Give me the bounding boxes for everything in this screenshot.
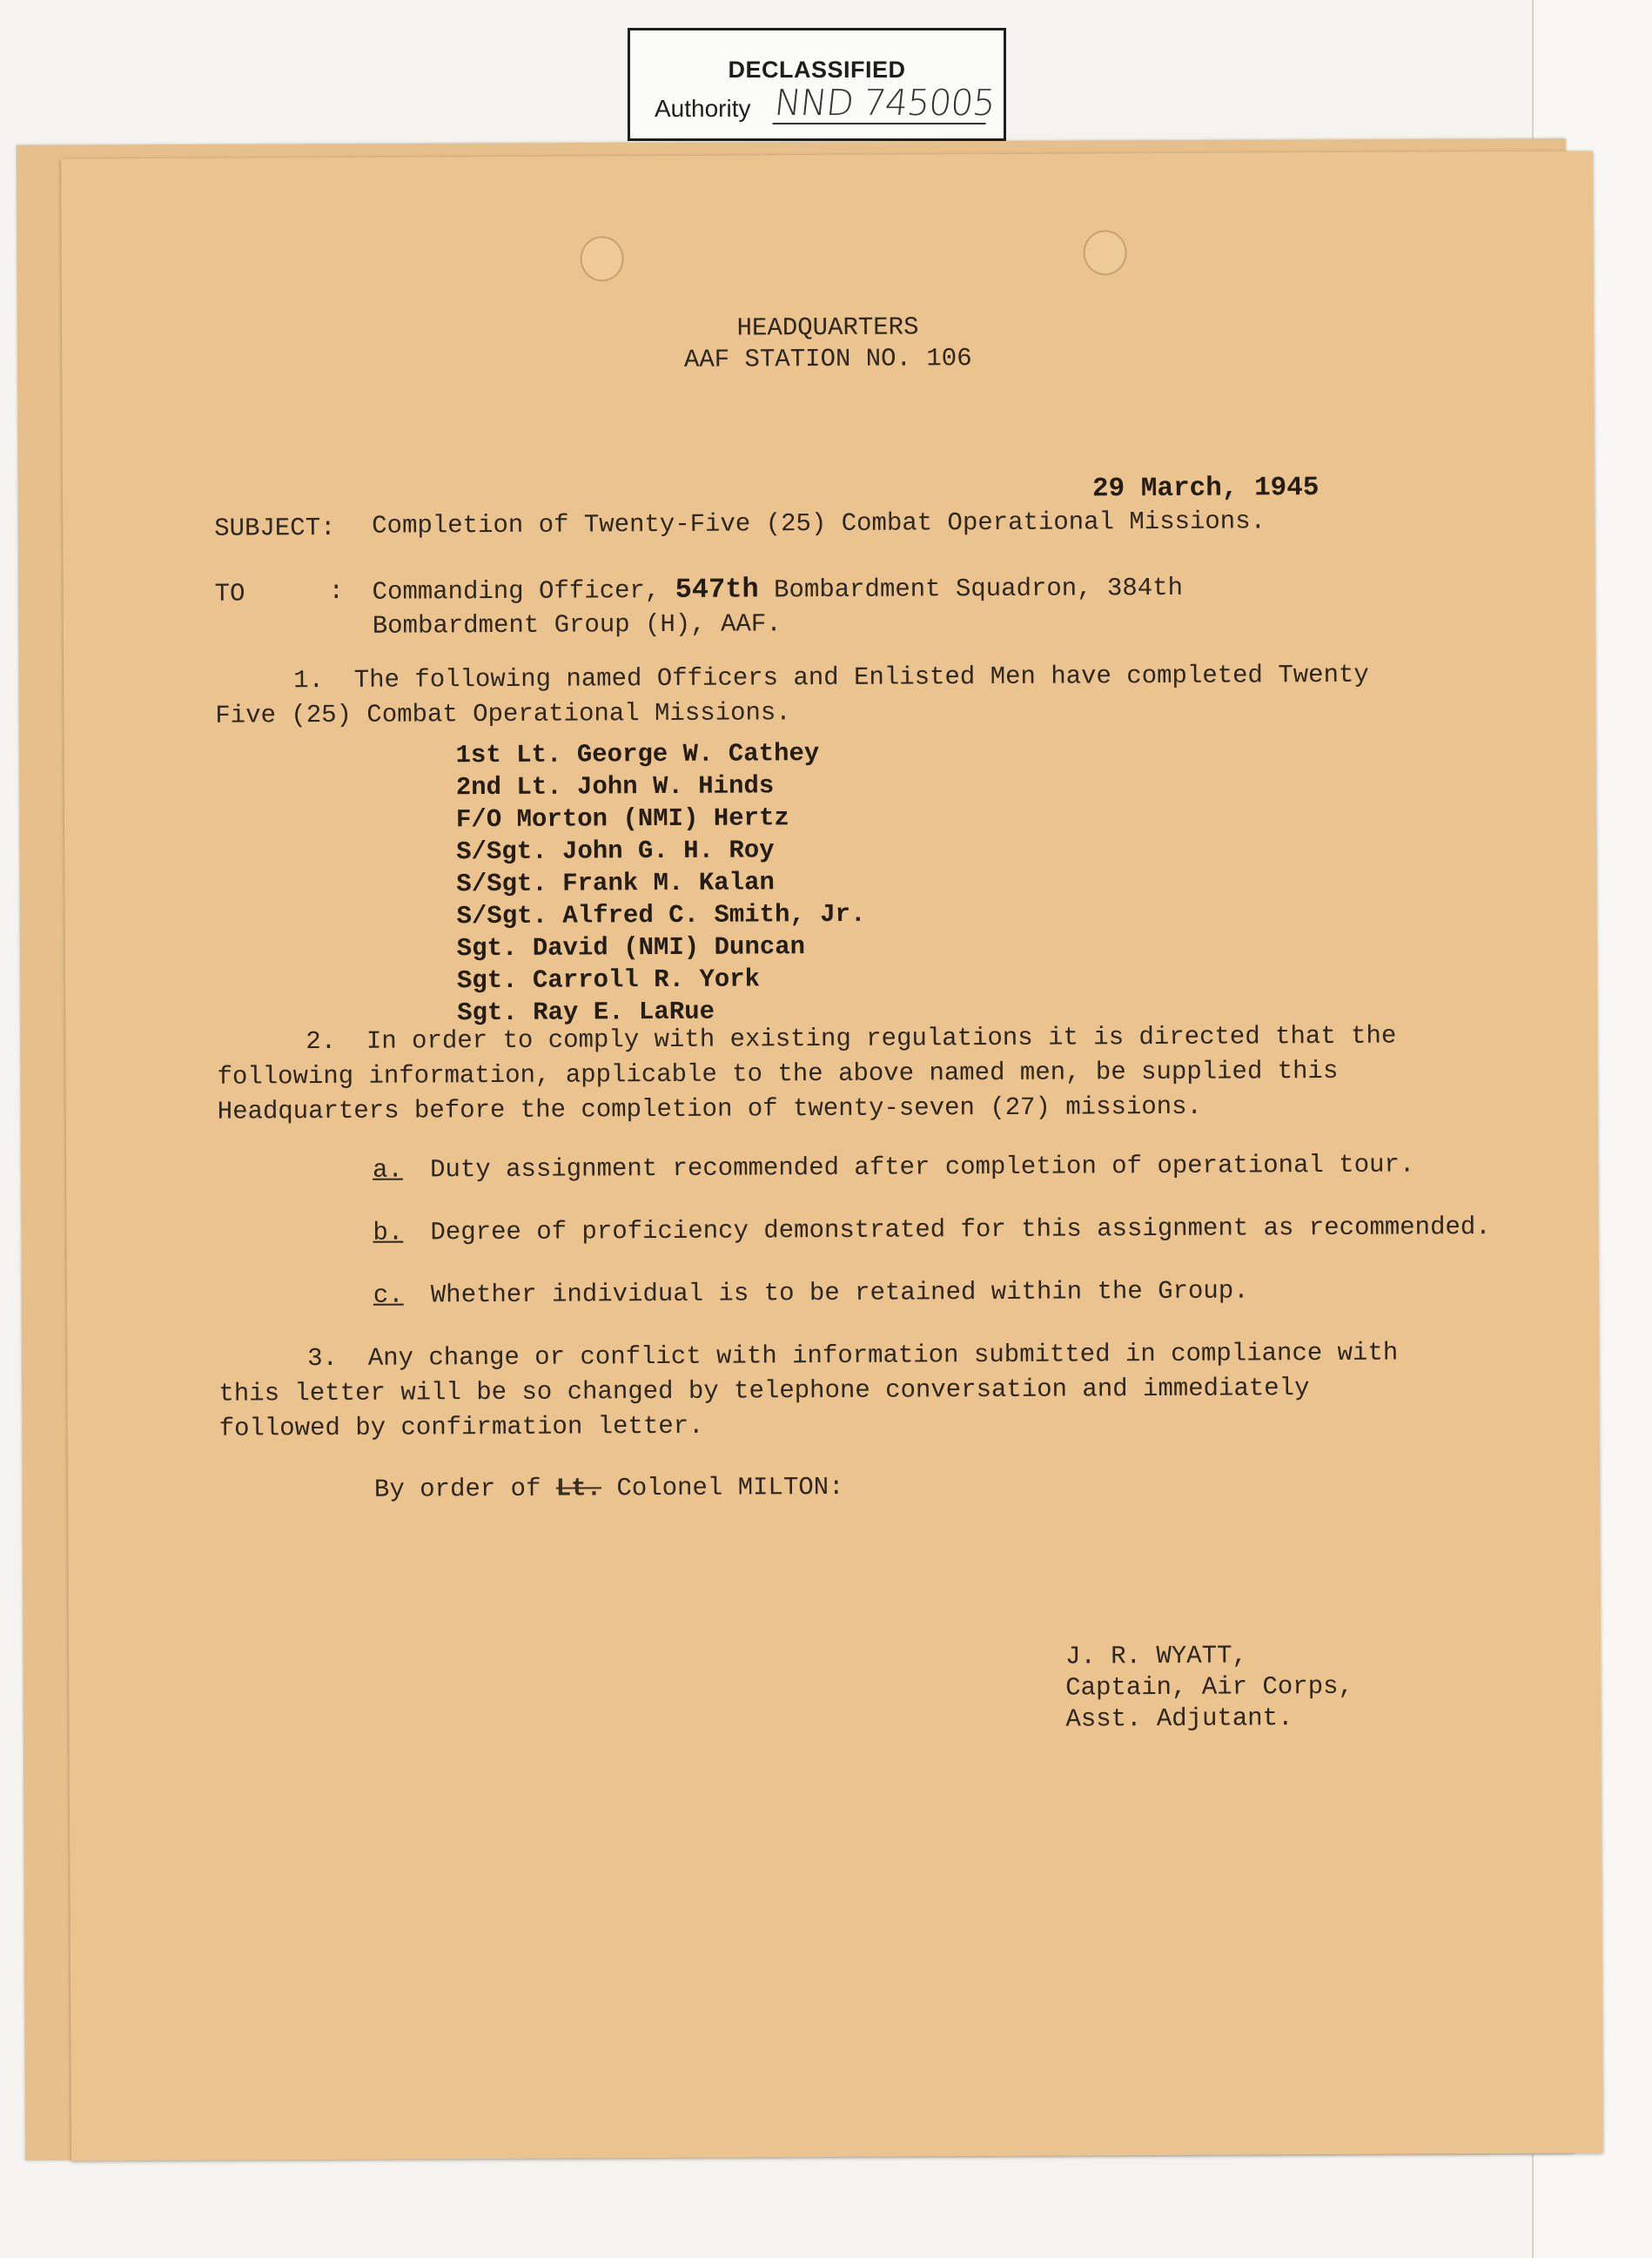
para-2-line-1: 2. In order to comply with existing regulations it is directed that the: [306, 1021, 1397, 1057]
punch-hole-left: [580, 236, 623, 281]
order-text-end: Colonel MILTON:: [601, 1472, 844, 1503]
stamp-title: DECLASSIFIED: [728, 57, 906, 83]
struck-text: Lt.: [555, 1474, 602, 1503]
stamp-authority-label: Authority: [655, 95, 751, 122]
order-text-start: By order of: [373, 1474, 556, 1504]
para-3-line-2: this letter will be so changed by telephone conversation and immediately: [218, 1374, 1310, 1408]
order-line: [374, 1469, 844, 1508]
list-item: S/Sgt. Alfred C. Smith, Jr.: [456, 899, 866, 931]
punch-hole-right: [1083, 230, 1126, 275]
item-a-label: a.: [373, 1155, 403, 1185]
list-item: 1st Lt. George W. Cathey: [455, 739, 820, 770]
list-item: Sgt. David (NMI) Duncan: [456, 932, 806, 964]
signature-line-1: J. R. WYATT,: [1064, 1641, 1247, 1671]
subject-text: Completion of Twenty-Five (25) Combat Operational Missions.: [372, 507, 1266, 541]
list-item: Sgt. Carroll R. York: [456, 964, 761, 996]
header-line-1: HEADQUARTERS: [736, 312, 919, 343]
para-1-line-1: 1. The following named Officers and Enlisted Men have completed Twenty: [293, 660, 1369, 696]
list-item: S/Sgt. John G. H. Roy: [456, 836, 775, 867]
para-3-line-3: followed by confirmation letter.: [218, 1411, 704, 1443]
list-item: F/O Morton (NMI) Hertz: [455, 803, 789, 835]
para-2-line-3: Headquarters before the completion of twenty-seven (27) missions.: [217, 1092, 1203, 1126]
list-item: 2nd Lt. John W. Hinds: [455, 771, 775, 803]
squadron-number: 547th: [675, 573, 759, 606]
to-line-2: Bombardment Group (H), AAF.: [372, 609, 782, 641]
item-b-text: Degree of proficiency demonstrated for this assignment as recommended.: [430, 1213, 1491, 1247]
list-item: S/Sgt. Frank M. Kalan: [456, 868, 775, 899]
item-c-text: Whether individual is to be retained within the Group.: [430, 1276, 1249, 1310]
signature-line-2: Captain, Air Corps,: [1065, 1671, 1353, 1703]
para-2-line-2: following information, applicable to the above named men, be supplied this: [217, 1056, 1339, 1092]
list-item: Sgt. Ray E. LaRue: [457, 997, 715, 1028]
to-colon: :: [328, 576, 345, 607]
to-line-1-end: Bombardment Squadron, 384th: [758, 573, 1184, 605]
declassified-stamp: [628, 28, 1006, 141]
letter-date: 29 March, 1945: [1091, 473, 1320, 505]
para-1-line-2: Five (25) Combat Operational Missions.: [215, 698, 791, 730]
item-c-label: c.: [373, 1280, 404, 1310]
para-3-line-1: 3. Any change or conflict with information submitted in compliance with: [307, 1338, 1399, 1374]
stamp-authority-value: NND 745005: [772, 82, 997, 124]
signature-line-3: Asst. Adjutant.: [1065, 1704, 1293, 1734]
to-line-1: [373, 569, 1184, 610]
letter-page: [61, 151, 1603, 2161]
header-line-2: AAF STATION NO. 106: [683, 344, 972, 374]
item-b-label: b.: [373, 1218, 404, 1247]
subject-label: SUBJECT:: [214, 513, 336, 543]
to-label: TO: [214, 579, 245, 608]
to-line-1-start: Commanding Officer,: [372, 575, 675, 607]
item-a-text: Duty assignment recommended after completion of operational tour.: [430, 1150, 1415, 1185]
